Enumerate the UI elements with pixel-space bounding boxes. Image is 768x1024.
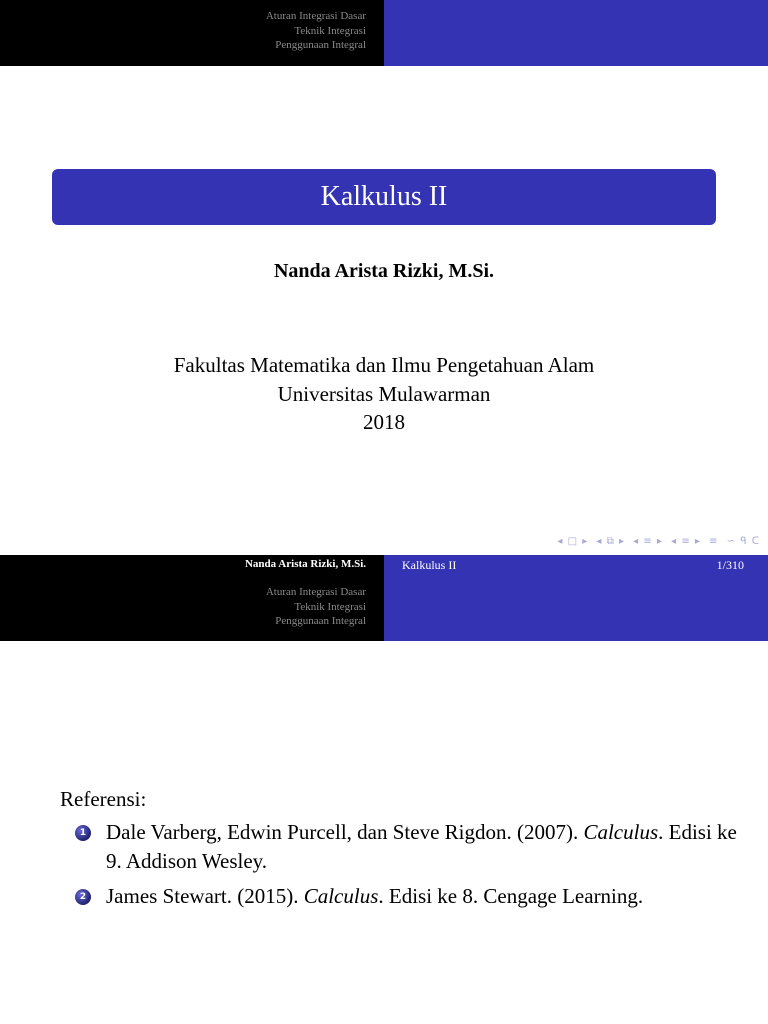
section-link[interactable]: Penggunaan Integral <box>275 615 366 627</box>
footer-header-bar <box>0 555 768 641</box>
header-left-panel <box>0 0 384 66</box>
references-heading: Referensi: <box>60 787 147 811</box>
footer-author: Nanda Arista Rizki, M.Si. <box>244 558 366 570</box>
subsection-list-nav-icon[interactable]: ◂ ≡ ▸ <box>671 536 701 547</box>
footer-left-panel <box>0 555 384 641</box>
reference-italic-title: Calculus <box>303 884 379 908</box>
section-link[interactable]: Penggunaan Integral <box>275 39 366 51</box>
slide-title: Kalkulus II <box>52 169 716 225</box>
reference-item <box>60 818 740 876</box>
enumerate-ball-icon: 2 <box>75 889 91 905</box>
reference-text: James Stewart. (2015). <box>106 884 304 908</box>
section-link[interactable]: Teknik Integrasi <box>294 600 366 613</box>
section-list <box>266 585 366 629</box>
section-link[interactable]: Aturan Integrasi Dasar <box>265 10 366 22</box>
section-list <box>266 9 366 53</box>
author-name: Nanda Arista Rizki, M.Si. <box>273 260 495 282</box>
frame-nav-icon[interactable]: ◂ □ ▸ <box>557 536 589 547</box>
reference-italic-title: Calculus <box>583 820 659 844</box>
section-link[interactable]: Aturan Integrasi Dasar <box>265 586 366 598</box>
search-zoom-nav-icon[interactable]: ∽ ᑫ ᑕ <box>726 536 760 547</box>
footer-right-panel <box>384 555 768 641</box>
subsection-nav-icon[interactable]: ◂ ⧉ ▸ <box>596 536 625 547</box>
institute-university: Universitas Mulawarman <box>277 381 491 406</box>
section-nav-icon[interactable]: ◂ ≡ ▸ <box>633 536 663 547</box>
enumerate-ball-icon: 1 <box>75 825 91 841</box>
references-block <box>60 785 740 917</box>
reference-item <box>60 882 740 911</box>
reference-text-after: . Edisi ke 9. Addison Wesley. <box>106 820 737 873</box>
header-right-panel <box>384 0 768 66</box>
institute-faculty: Fakultas Matematika dan Ilmu Pengetahuan Alam <box>173 353 595 377</box>
page-number: 1/310 <box>716 558 744 572</box>
institute-year: 2018 <box>363 410 405 434</box>
footer-title: Kalkulus II <box>402 558 457 572</box>
top-header <box>0 0 768 66</box>
institute-block <box>0 351 768 437</box>
navigation-controls <box>553 536 760 547</box>
reference-text-after: . Edisi ke 8. Cengage Learning. <box>378 884 644 908</box>
references-slide <box>0 555 768 1024</box>
section-link[interactable]: Teknik Integrasi <box>294 24 366 37</box>
reference-text: Dale Varberg, Edwin Purcell, dan Steve Rigdon. (2007). <box>106 820 579 844</box>
outline-nav-icon[interactable]: ≡ <box>709 536 719 547</box>
